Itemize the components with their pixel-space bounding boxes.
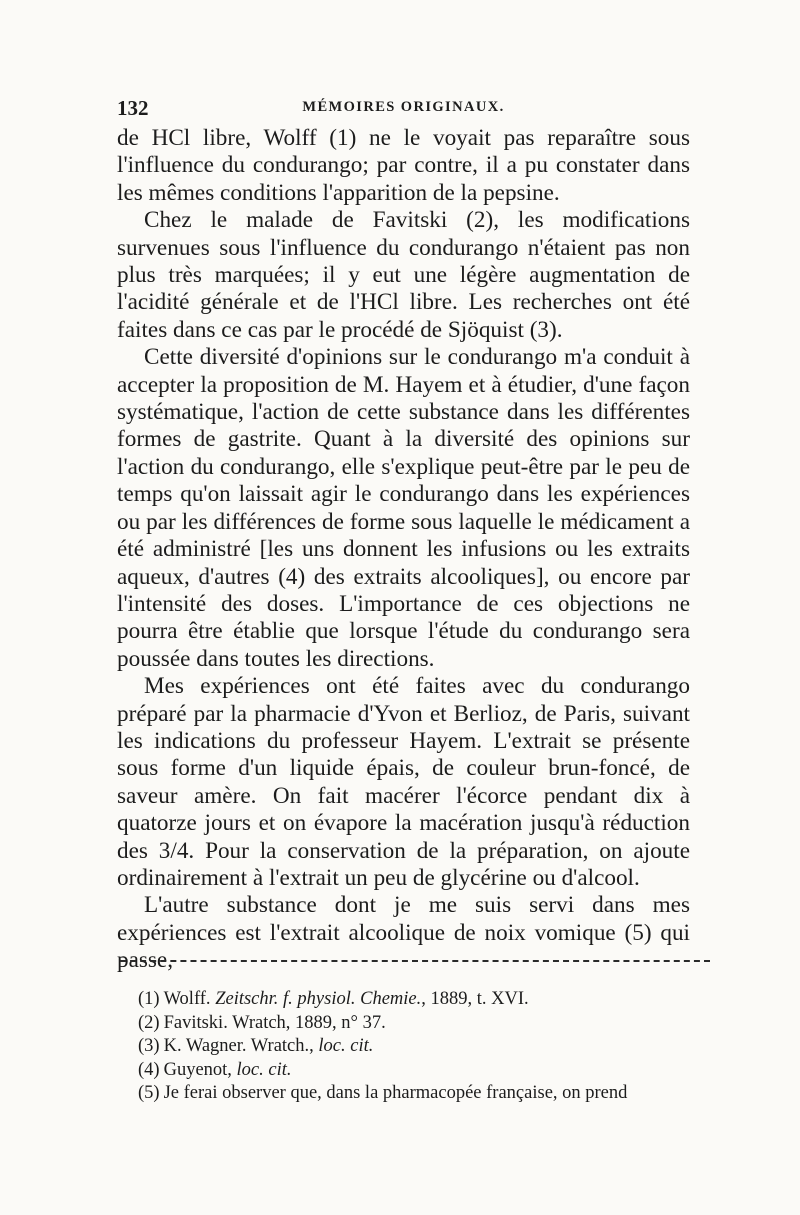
paragraph: Chez le malade de Favitski (2), les modifications survenues sous l'influence du condurango n'étaient pas non plus très marquées; il y eut une légère augmentation de l'acidité générale et de l'HCl libre. Les recherches ont été faites dans ce cas par le procédé de Sjöquist (3).: [117, 207, 690, 343]
paragraph: de HCl libre, Wolff (1) ne le voyait pas reparaître sous l'influence du condurango; par contre, il a pu constater dans les mêmes conditions l'apparition de la pepsine.: [117, 125, 690, 206]
footnote: [138, 1059, 698, 1083]
footnote-text: Guyenot,: [163, 1059, 237, 1080]
footnote-text: Je ferai observer que, dans la pharmacopée française, on prend: [163, 1083, 628, 1104]
footnote-number: (4): [138, 1059, 160, 1080]
footnote-citation: loc. cit.: [318, 1036, 374, 1057]
page-number: 132: [117, 96, 149, 120]
page-header: [117, 96, 690, 122]
footnote-text: K. Wagner. Wratch.,: [163, 1036, 319, 1057]
running-head: MÉMOIRES ORIGINAUX.: [302, 99, 505, 115]
footnotes: [138, 988, 698, 1106]
footnote: [138, 1035, 698, 1059]
body-text: [117, 125, 690, 975]
footnote-divider: [120, 960, 710, 962]
footnote-number: (3): [138, 1036, 160, 1057]
paragraph: Mes expériences ont été faites avec du condurango préparé par la pharmacie d'Yvon et Berlioz, de Paris, suivant les indications du professeur Hayem. L'extrait se présente sous forme d'un liquide épais, de couleur brun-foncé, de saveur amère. On fait macérer l'écorce pendant dix à quatorze jours et on évapore la macération jusqu'à réduction des 3/4. Pour la conservation de la préparation, on ajoute ordinairement à l'extrait un peu de glycérine ou d'alcool.: [117, 673, 690, 891]
footnote-number: (5): [138, 1083, 160, 1104]
footnote: [138, 1082, 698, 1106]
footnote-text-tail: , 1889, t. XVI.: [421, 989, 529, 1009]
footnote-number: (2): [138, 1012, 160, 1033]
footnote-text: Favitski. Wratch, 1889, n° 37.: [163, 1012, 386, 1033]
paragraph: Cette diversité d'opinions sur le condurango m'a conduit à accepter la proposition de M. Hayem et à étudier, d'une façon systématique, l'action de cette substance dans les différentes formes de gastrite. Quant à la diversité des opinions sur l'action du condurango, elle s'explique peut-être par le peu de temps qu'on laissait agir le condurango dans les expériences ou par les différences de forme sous laquelle le médicament a été administré [les uns donnent les infusions ou les extraits aqueux, d'autres (4) des extraits alcooliques], ou encore par l'intensité des doses. L'importance de ces objections ne pourra être établie que lorsque l'étude du condurango sera poussée dans toutes les directions.: [117, 344, 690, 672]
footnote: [138, 1012, 698, 1036]
footnote-citation: Zeitschr. f. physiol. Chemie.: [215, 989, 422, 1009]
footnote-number: (1): [138, 989, 160, 1009]
footnote-citation: loc. cit.: [236, 1059, 292, 1080]
footnote-text: Wolff.: [163, 989, 216, 1009]
footnote: [138, 988, 698, 1012]
paragraph: L'autre substance dont je me suis servi dans mes expériences est l'extrait alcoolique de noix vomique (5) qui passe,: [117, 892, 690, 974]
